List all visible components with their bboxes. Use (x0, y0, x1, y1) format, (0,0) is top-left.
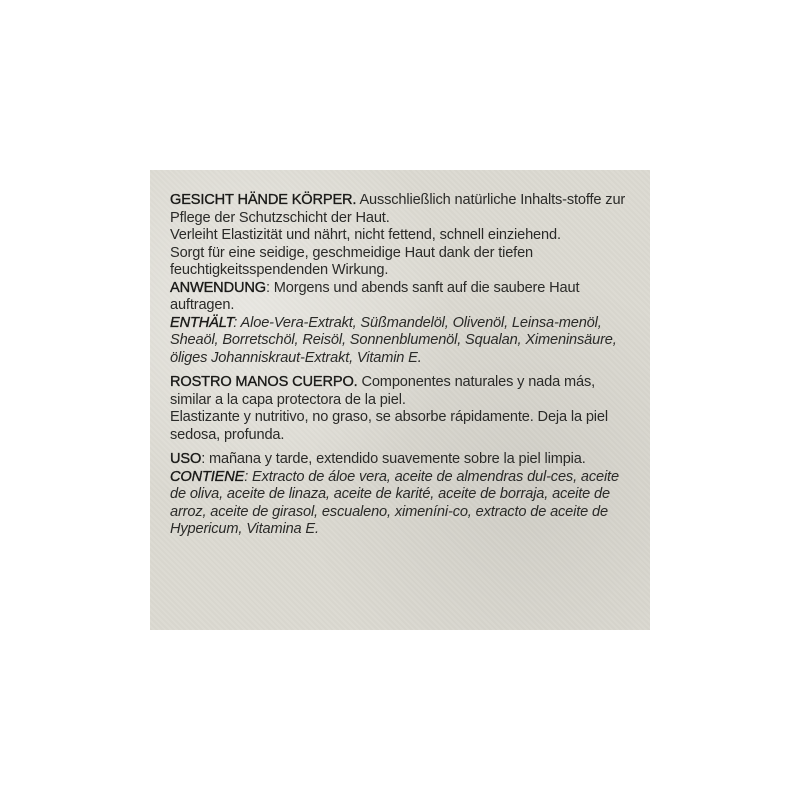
de-usage-paragraph (170, 280, 632, 315)
de-intro-paragraph (170, 192, 632, 227)
de-elasticity-paragraph: Verleiht Elastizität und nährt, nicht fettend, schnell einziehend. (170, 227, 561, 243)
de-usage-heading: ANWENDUNG (170, 279, 266, 296)
de-intro-text: Ausschließlich natürliche Inhalts-stoffe zur Pflege der Schutzschicht der Haut. (170, 192, 626, 226)
es-ingredients-heading: CONTIENE (170, 468, 245, 485)
es-elasticity-paragraph: Elastizante y nutritivo, no graso, se absorbe rápidamente. Deja la piel sedosa, profunda. (170, 409, 608, 443)
de-ingredients-paragraph (170, 315, 632, 368)
de-ingredients-text: : Aloe-Vera-Extrakt, Süßmandelöl, Olivenöl, Leinsa-menöl, Sheaöl, Borretschöl, Reisöl, Sonnenblumenöl, Squalan, Ximeninsäure, öliges Johanniskraut-Extrakt, Vitamin E. (170, 314, 617, 366)
es-ingredients-paragraph (170, 469, 632, 539)
label-text-block (170, 192, 632, 539)
es-usage-paragraph (170, 451, 632, 469)
es-intro-paragraph (170, 374, 632, 409)
product-label-panel (150, 170, 650, 630)
es-intro-text: Componentes naturales y nada más, similar a la capa protectora de la piel. (170, 374, 596, 408)
es-ingredients-text: : Extracto de áloe vera, aceite de almendras dul-ces, aceite de oliva, aceite de linaza, aceite de karité, aceite de borraja, aceite de arroz, aceite de girasol, escualeno, ximeníni-co, extracto de aceite de Hypericum, Vitamina E. (170, 468, 619, 537)
es-usage-text: : mañana y tarde, extendido suavemente sobre la piel limpia. (201, 451, 586, 467)
de-silky-paragraph: Sorgt für eine seidige, geschmeidige Haut dank der tiefen feuchtigkeitsspendenden Wirkung. (170, 244, 534, 278)
de-ingredients-heading: ENTHÄLT (170, 314, 234, 331)
es-usage-heading: USO (170, 451, 202, 467)
de-intro-heading: GESICHT HÄNDE KÖRPER. (170, 192, 357, 208)
es-intro-heading: ROSTRO MANOS CUERPO. (170, 374, 358, 390)
de-usage-text: : Morgens und abends sanft auf die saubere Haut auftragen. (170, 279, 580, 313)
